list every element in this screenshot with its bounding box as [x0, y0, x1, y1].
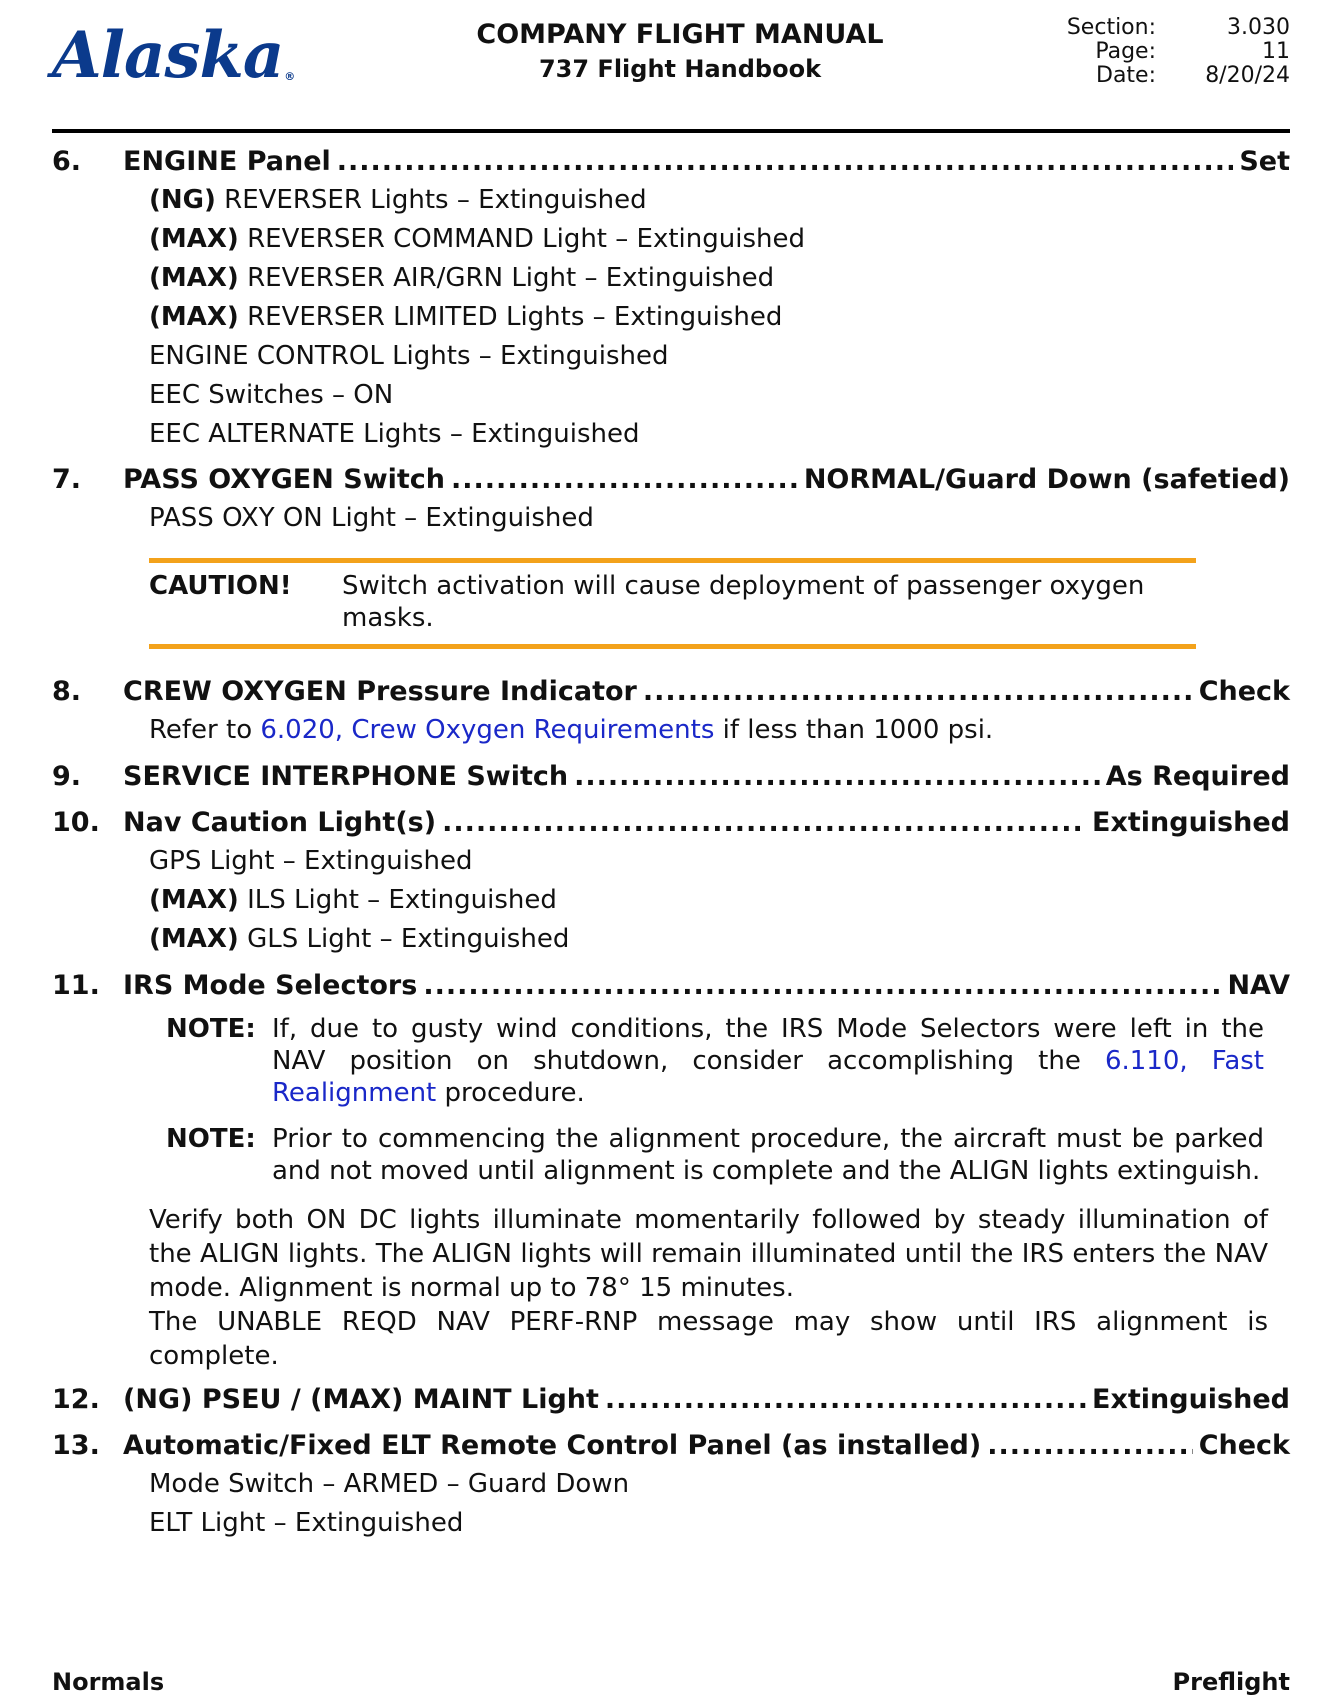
manual-title: COMPANY FLIGHT MANUAL [476, 19, 884, 50]
leader-dots [574, 758, 1100, 796]
sub-item: (NG) REVERSER Lights – Extinguished [149, 185, 647, 215]
page-value: 11 [1262, 39, 1290, 64]
note-block [166, 1013, 1264, 1109]
caution-text: Switch activation will cause deployment of passenger oxygen masks. [342, 571, 1145, 633]
checklist-item-12 [52, 1381, 1290, 1419]
section-value: 3.030 [1227, 15, 1290, 40]
item-label: PASS OXYGEN Switch [123, 464, 446, 495]
sub-item: Mode Switch – ARMED – Guard Down [149, 1469, 630, 1499]
item-action: Check [1198, 1430, 1290, 1461]
item-label: Nav Caution Light(s) [123, 807, 437, 838]
checklist-item-6 [52, 143, 1290, 181]
sub-item: Refer to 6.020, Crew Oxygen Requirements if less than 1000 psi. [149, 715, 994, 745]
item-number: 7. [52, 464, 82, 495]
item-action: Extinguished [1092, 807, 1290, 838]
item-number: 8. [52, 676, 82, 707]
variant-tag: (MAX) [149, 924, 239, 954]
leader-dots [605, 1381, 1086, 1419]
checklist-item-10 [52, 804, 1290, 842]
item-label: Automatic/Fixed ELT Remote Control Panel (as installed) [123, 1430, 982, 1461]
leader-dots [987, 1427, 1193, 1465]
variant-tag: (MAX) [149, 302, 239, 332]
registered-mark: ® [284, 70, 295, 83]
sub-item: EEC Switches – ON [149, 380, 394, 410]
header-rule [52, 129, 1290, 133]
note-text: Prior to commencing the alignment procedure, the aircraft must be parked and not moved until alignment is complete and the ALIGN lights extinguish. [272, 1124, 1264, 1186]
item-number: 12. [52, 1384, 100, 1415]
variant-tag: (MAX) [149, 224, 239, 254]
checklist-item-7 [52, 461, 1290, 499]
variant-tag: (MAX) [149, 885, 239, 915]
item-action: Set [1239, 146, 1290, 177]
checklist-item-13 [52, 1427, 1290, 1465]
leader-dots [643, 673, 1193, 711]
variant-tag: (NG) [149, 185, 216, 215]
leader-dots [423, 967, 1221, 1005]
fast-realignment-link[interactable]: 6.110, Fast Realignment [272, 1046, 1264, 1108]
sub-item: ELT Light – Extinguished [149, 1508, 464, 1538]
footer-section: Preflight [1172, 1668, 1290, 1696]
sub-item: (MAX) ILS Light – Extinguished [149, 885, 557, 915]
section-label: Section: [1066, 15, 1156, 40]
manual-title-block [420, 18, 940, 86]
sub-item: GPS Light – Extinguished [149, 846, 473, 876]
item-action: Extinguished [1092, 1384, 1290, 1415]
sub-item: EEC ALTERNATE Lights – Extinguished [149, 419, 640, 449]
sub-item: PASS OXY ON Light – Extinguished [149, 503, 594, 533]
item-label: SERVICE INTERPHONE Switch [123, 761, 569, 792]
variant-tag: (MAX) [149, 263, 239, 293]
item-action: Check [1198, 676, 1290, 707]
item-number: 13. [52, 1430, 100, 1461]
logo-text: Alaska [52, 18, 284, 93]
item-number: 11. [52, 970, 100, 1001]
checklist [52, 143, 1290, 1543]
alaska-logo [52, 18, 295, 93]
note-label: NOTE: [166, 1014, 256, 1044]
footer-chapter: Normals [52, 1668, 165, 1696]
checklist-item-11 [52, 967, 1290, 1005]
paragraph: The UNABLE REQD NAV PERF-RNP message may show until IRS alignment is complete. [149, 1307, 1268, 1371]
item-number: 6. [52, 146, 82, 177]
checklist-item-8 [52, 673, 1290, 711]
item-action: NAV [1227, 970, 1290, 1001]
sub-item: ENGINE CONTROL Lights – Extinguished [149, 341, 669, 371]
sub-item: (MAX) REVERSER AIR/GRN Light – Extinguished [149, 263, 775, 293]
checklist-item-9 [52, 758, 1290, 796]
item-label: (NG) PSEU / (MAX) MAINT Light [123, 1384, 599, 1415]
caution-label: CAUTION! [149, 571, 292, 601]
item-number: 9. [52, 761, 82, 792]
leader-dots [442, 804, 1086, 842]
document-meta [1060, 16, 1290, 88]
note-block [166, 1123, 1264, 1187]
manual-subtitle: 737 Flight Handbook [538, 55, 822, 83]
page-label: Page: [1095, 39, 1156, 64]
item-label: ENGINE Panel [123, 146, 331, 177]
item-label: IRS Mode Selectors [123, 970, 418, 1001]
item-number: 10. [52, 807, 100, 838]
leader-dots [337, 143, 1234, 181]
paragraph: Verify both ON DC lights illuminate momentarily followed by steady illumination of the ALIGN lights. The ALIGN lights will remain illuminated until the IRS enters the NAV mode. Alignment is normal up to 78° 15 minutes. [149, 1205, 1268, 1303]
item-action: As Required [1105, 761, 1290, 792]
crew-oxygen-link[interactable]: 6.020, Crew Oxygen Requirements [260, 715, 715, 745]
leader-dots [451, 461, 798, 499]
date-label: Date: [1096, 63, 1156, 88]
date-value: 8/20/24 [1205, 63, 1290, 88]
sub-item: (MAX) GLS Light – Extinguished [149, 924, 570, 954]
item-action: NORMAL/Guard Down (safetied) [803, 464, 1290, 495]
note-text: If, due to gusty wind conditions, the IRS Mode Selectors were left in the NAV position on shutdown, consider accomplishing the 6.110, Fast Realignment procedure. [272, 1014, 1264, 1108]
note-label: NOTE: [166, 1124, 256, 1154]
caution-box [149, 558, 1196, 649]
sub-item: (MAX) REVERSER COMMAND Light – Extinguished [149, 224, 805, 254]
item-label: CREW OXYGEN Pressure Indicator [123, 676, 637, 707]
sub-item: (MAX) REVERSER LIMITED Lights – Extinguished [149, 302, 783, 332]
